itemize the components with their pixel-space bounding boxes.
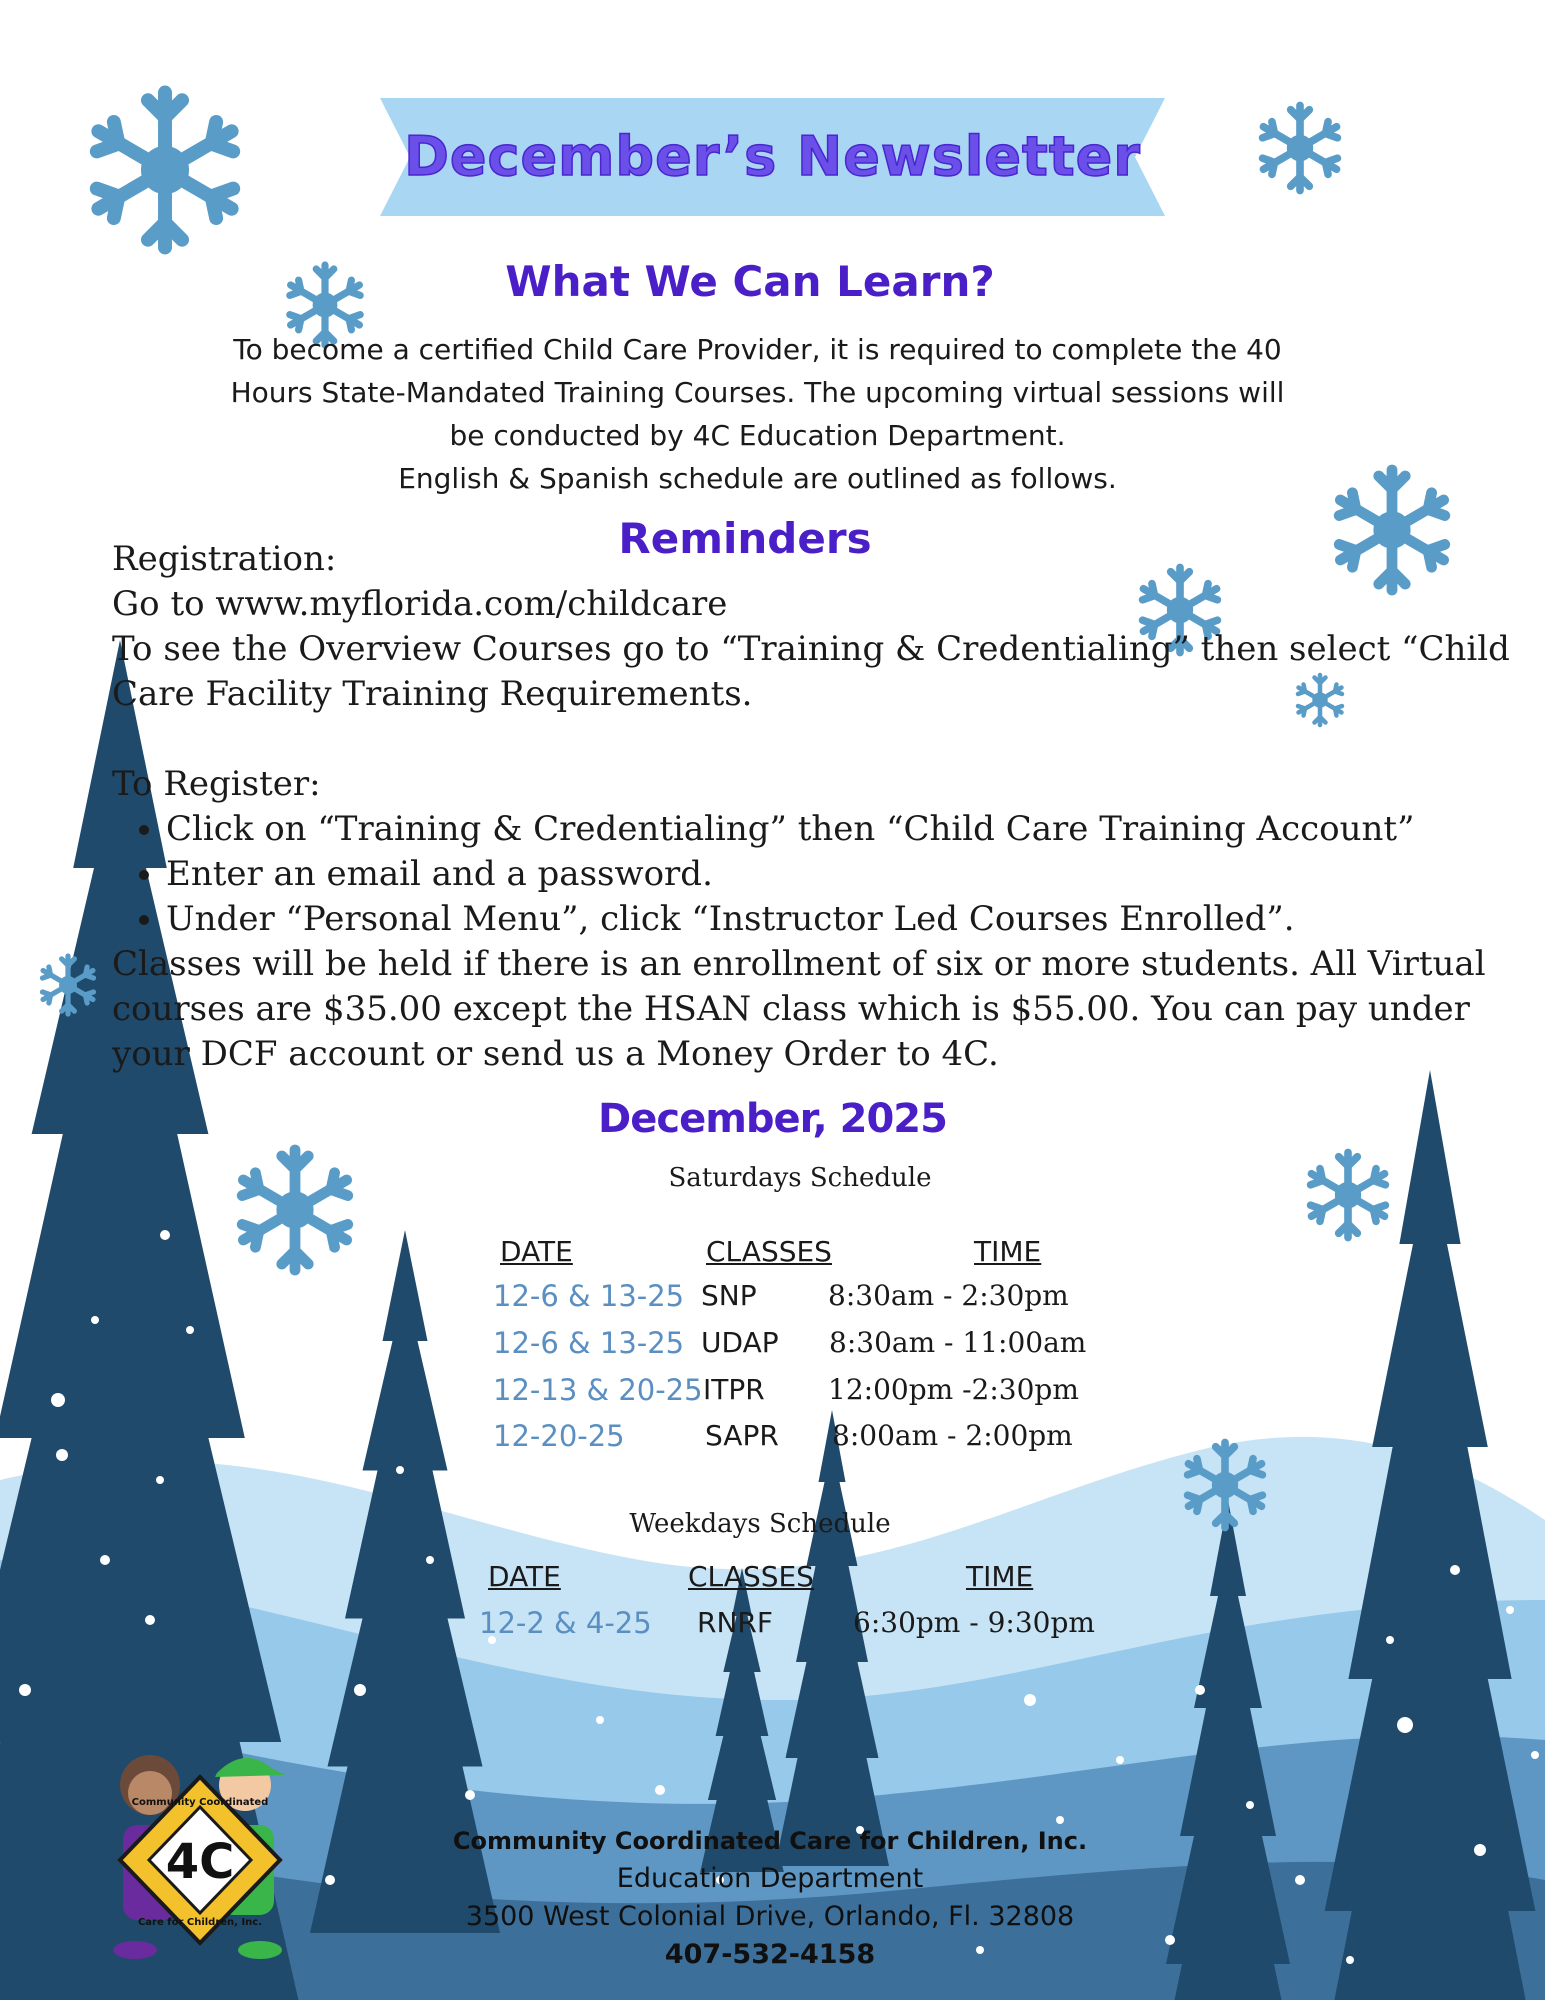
register-step: • Under “Personal Menu”, click “Instructor Led Courses Enrolled”.	[166, 897, 1532, 942]
weekday-row-class: RNRF	[697, 1606, 773, 1639]
saturday-row-class: SNP	[701, 1279, 757, 1312]
saturday-header-time: TIME	[974, 1235, 1042, 1268]
learn-paragraph	[180, 328, 1335, 500]
spacer	[112, 717, 1532, 762]
reminders-section	[112, 537, 1532, 1077]
newsletter-banner	[380, 98, 1165, 216]
saturday-row-time: 8:00am - 2:00pm	[832, 1419, 1073, 1452]
classes-note: Classes will be held if there is an enrollment of six or more students. All Virtual courses are $35.00 except the HSAN class which is $55.00. You can pay under your DCF account or send us a Money Order to 4C.	[112, 944, 1486, 1074]
learn-line: be conducted by 4C Education Department.	[449, 419, 1066, 452]
footer	[380, 1822, 1160, 1974]
weekday-row-date: 12-2 & 4-25	[479, 1606, 652, 1640]
weekday-header-date: DATE	[488, 1560, 561, 1593]
schedule-heading: December, 2025	[598, 1096, 947, 1142]
footer-phone: 407-532-4158	[664, 1939, 876, 1970]
reminders-heading: Reminders	[618, 514, 872, 563]
learn-line: To become a certified Child Care Provider, it is required to complete the 40	[233, 333, 1282, 366]
4c-logo	[95, 1745, 305, 1965]
weekday-header-classes: CLASSES	[688, 1560, 814, 1593]
footer-department: Education Department	[616, 1863, 924, 1894]
overview-instructions: To see the Overview Courses go to “Training & Credentialing” then select “Child Care Facility Training Requirements.	[112, 629, 1510, 714]
registration-label: Registration:	[112, 539, 337, 579]
newsletter-title: December’s Newsletter	[404, 125, 1141, 188]
learn-line: English & Spanish schedule are outlined as follows.	[398, 462, 1117, 495]
saturday-row-class: SAPR	[705, 1419, 779, 1452]
register-step: • Click on “Training & Credentialing” then “Child Care Training Account”	[166, 807, 1532, 852]
saturday-row-date: 12-6 & 13-25	[493, 1326, 685, 1360]
register-steps	[112, 807, 1532, 942]
saturday-row-time: 8:30am - 2:30pm	[828, 1279, 1069, 1312]
learn-line: Hours State-Mandated Training Courses. The upcoming virtual sessions will	[230, 376, 1285, 409]
footer-address: 3500 West Colonial Drive, Orlando, Fl. 32808	[465, 1901, 1075, 1932]
saturday-row-class: ITPR	[703, 1373, 765, 1406]
register-step: • Enter an email and a password.	[166, 852, 1532, 897]
saturday-row-date: 12-6 & 13-25	[493, 1279, 685, 1313]
logo-4c-text: 4C	[165, 1834, 235, 1890]
weekday-schedule-title: Weekdays Schedule	[629, 1509, 891, 1539]
saturday-row-date: 12-13 & 20-25	[493, 1373, 703, 1407]
learn-heading: What We Can Learn?	[505, 257, 995, 306]
register-label: To Register:	[112, 764, 321, 804]
saturday-row-class: UDAP	[701, 1326, 779, 1359]
weekday-header-time: TIME	[966, 1560, 1034, 1593]
registration-goto: Go to www.myflorida.com/childcare	[112, 584, 728, 624]
logo-ring-bottom: Care for Children, Inc.	[137, 1917, 263, 1928]
saturday-row-time: 12:00pm -2:30pm	[828, 1373, 1079, 1406]
weekday-row-time: 6:30pm - 9:30pm	[853, 1606, 1095, 1639]
logo-ring-top: Community Coordinated	[131, 1797, 269, 1808]
saturday-header-date: DATE	[500, 1235, 573, 1268]
saturday-schedule-title: Saturdays Schedule	[668, 1163, 932, 1193]
saturday-row-date: 12-20-25	[493, 1419, 625, 1453]
saturday-row-time: 8:30am - 11:00am	[829, 1326, 1087, 1359]
footer-organization: Community Coordinated Care for Children, Inc.	[452, 1827, 1088, 1855]
saturday-header-classes: CLASSES	[706, 1235, 832, 1268]
